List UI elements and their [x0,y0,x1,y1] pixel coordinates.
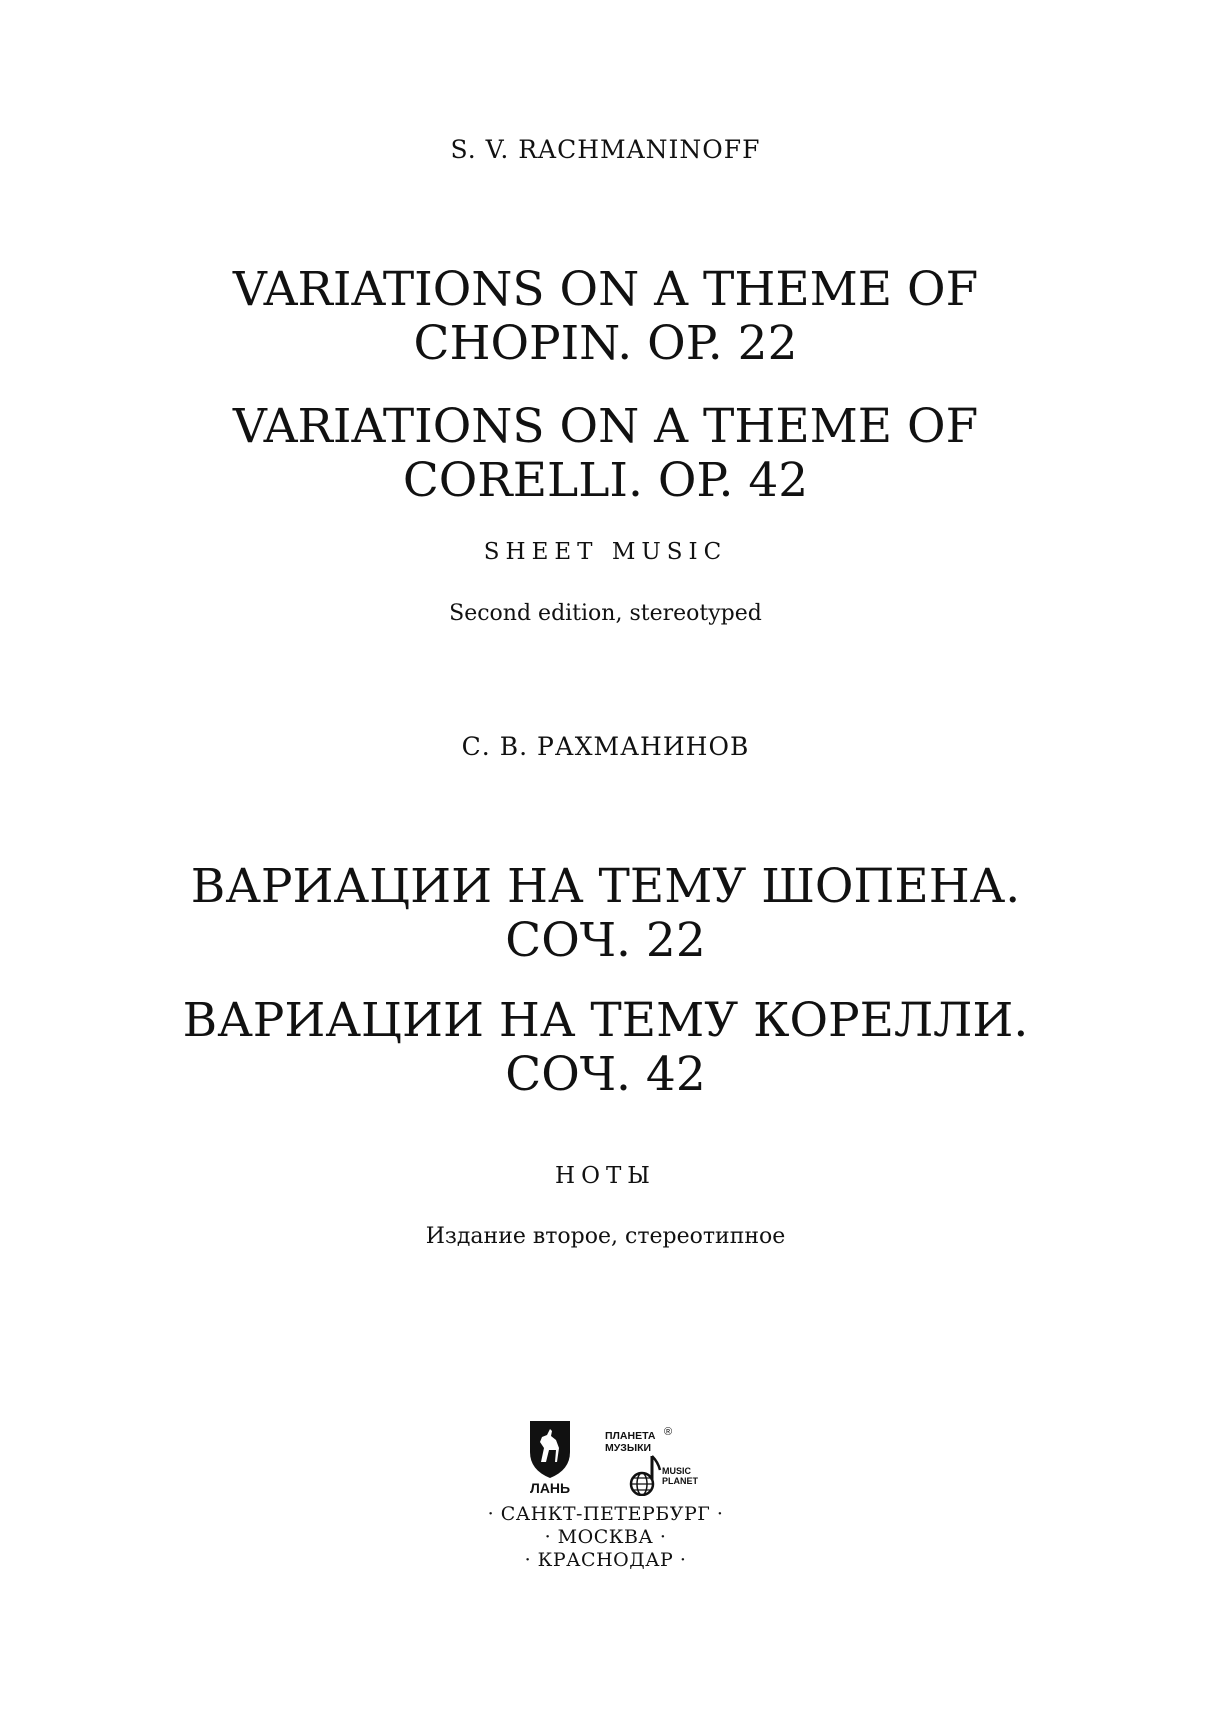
title-chopin-russian [0,860,1211,968]
title-corelli-russian [0,994,1211,1102]
planeta-muzyki-logo-text [605,1430,655,1454]
title-line: CHOPIN. OP. 22 [413,316,798,371]
edition-english: Second edition, stereotyped [449,601,762,626]
logo-text-line: MUSIC [662,1466,691,1476]
title-line: VARIATIONS ON A THEME OF [232,262,979,317]
author-english: S. V. RACHMANINOFF [450,135,761,164]
city-line: · САНКТ-ПЕТЕРБУРГ · [487,1503,724,1525]
title-line: VARIATIONS ON A THEME OF [232,399,979,454]
title-corelli-english [0,400,1211,508]
logo-text-line: ПЛАНЕТА [605,1430,656,1442]
logo-text-line: PLANET [662,1476,698,1486]
city-line: · МОСКВА · [544,1526,667,1548]
title-line: СОЧ. 42 [505,1047,706,1102]
city-line: · КРАСНОДАР · [524,1549,687,1571]
title-chopin-english [0,263,1211,371]
title-line: СОЧ. 22 [505,913,706,968]
lan-logo-text: ЛАНЬ [530,1480,571,1496]
lan-logo-icon [527,1418,573,1480]
author-russian: С. В. РАХМАНИНОВ [461,732,750,761]
publisher-logos [527,1418,698,1498]
title-line: CORELLI. OP. 42 [402,453,809,508]
registered-mark: ® [664,1426,673,1438]
genre-english: SHEET MUSIC [483,539,728,565]
title-line: ВАРИАЦИИ НА ТЕМУ ШОПЕНА. [190,859,1021,914]
genre-russian: НОТЫ [555,1163,656,1189]
music-planet-globe-icon [625,1454,665,1496]
music-planet-logo-text [662,1466,698,1486]
logo-text-line: МУЗЫКИ [605,1442,652,1454]
edition-russian: Издание второе, стереотипное [425,1224,786,1249]
publisher-cities [0,1503,1211,1572]
title-line: ВАРИАЦИИ НА ТЕМУ КОРЕЛЛИ. [182,993,1029,1048]
